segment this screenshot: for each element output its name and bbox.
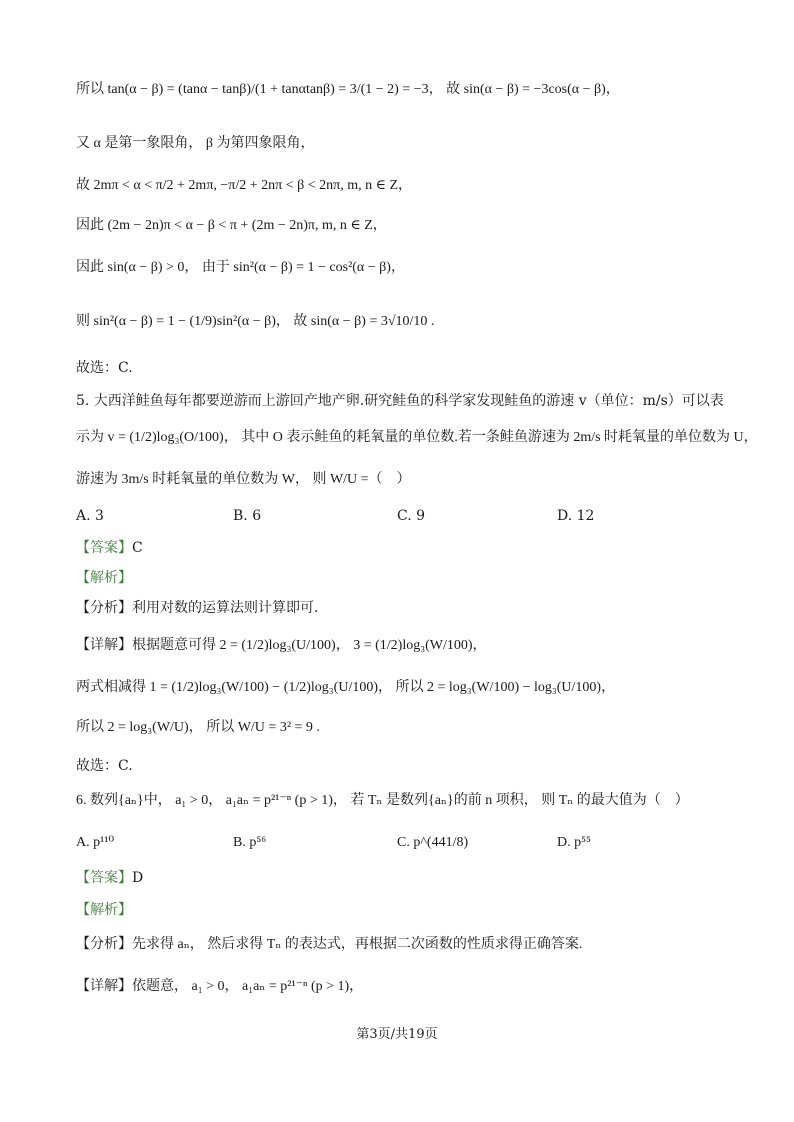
q6-xiangjie-tag: 【详解】 (76, 979, 132, 994)
q6-fenxi-tag: 【分析】 (76, 937, 132, 952)
q6-xiangjie-text: 依题意， a₁ > 0， a₁aₙ = p²¹⁻ⁿ (p > 1)， (132, 979, 364, 994)
q6-stem: 6. 数列{aₙ}中， a₁ > 0， a₁aₙ = p²¹⁻ⁿ (p > 1)， 若 Tₙ 是数列{aₙ}的前 n 项积， 则 Tₙ 的最大值为（ ） (76, 793, 689, 808)
q6-option-d: D. p⁵⁵ (557, 835, 591, 850)
q5-answer-value: C (132, 540, 143, 556)
text-line-4: 因此 (2m − 2n)π < α − β < π + (2m − 2n)π, m, n ∈ Z， (76, 218, 387, 233)
q5-stem-line-3: 游速为 3m/s 时耗氧量的单位数为 W， 则 W/U =（ ） (76, 472, 411, 487)
q5-analysis-tag: 【解析】 (76, 570, 132, 586)
q5-fenxi-tag: 【分析】 (76, 600, 132, 616)
q5-answer-row (76, 538, 143, 558)
q5-xiangjie-tag: 【详解】 (76, 638, 132, 653)
q5-option-d: D. 12 (557, 508, 595, 524)
q6-fenxi-row (76, 935, 582, 955)
text-line-3: 故 2mπ < α < π/2 + 2mπ, −π/2 + 2nπ < β < 2nπ, m, n ∈ Z， (76, 178, 412, 193)
text-line-5: 因此 sin(α − β) > 0， 由于 sin²(α − β) = 1 − cos²(α − β)， (76, 260, 405, 275)
q5-xiangjie-line-3: 所以 2 = log₃(W/U)， 所以 W/U = 3² = 9 . (76, 720, 320, 735)
q5-analysis-row (76, 568, 132, 588)
q5-fenxi-text: 利用对数的运算法则计算即可. (132, 600, 319, 616)
q5-stem-line-1: 5. 大西洋鲑鱼每年都要逆游而上游回产地产卵.研究鲑鱼的科学家发现鲑鱼的游速 v（单位：m/s）可以表 (76, 393, 724, 409)
text-line-7: 故选：C. (76, 360, 133, 376)
page-footer: 第3页/共19页 (356, 1027, 438, 1042)
q5-xiangjie-line-2: 两式相减得 1 = (1/2)log₃(W/100) − (1/2)log₃(U/100)， 所以 2 = log₃(W/100) − log₃(U/100)， (76, 680, 616, 695)
text-line-1: 所以 tan(α − β) = (tanα − tanβ)/(1 + tanαtanβ) = 3/(1 − 2) = −3， 故 sin(α − β) = −3cos(α − β)， (76, 82, 620, 97)
q6-analysis-row (76, 900, 132, 920)
q5-stem-line-2: 示为 v = (1/2)log₃(O/100)， 其中 O 表示鲑鱼的耗氧量的单位数.若一条鲑鱼游速为 2m/s 时耗氧量的单位数为 U， (76, 430, 758, 445)
q5-answer-tag: 【答案】 (76, 540, 132, 556)
q6-xiangjie-row (76, 977, 363, 997)
q5-xiangjie-row-1 (76, 636, 487, 656)
q5-xiangjie-line-1: 根据题意可得 2 = (1/2)log₃(U/100)， 3 = (1/2)log₃(W/100)， (132, 638, 487, 653)
q6-option-c: C. p^(441/8) (397, 835, 469, 850)
q6-answer-value: D (132, 870, 144, 886)
q6-option-a: A. p¹¹⁰ (76, 835, 115, 850)
q5-fenxi-row (76, 598, 318, 618)
q5-option-a: A. 3 (76, 508, 104, 524)
q5-option-c: C. 9 (397, 508, 426, 524)
text-line-6: 则 sin²(α − β) = 1 − (1/9)sin²(α − β)， 故 sin(α − β) = 3√10/10 . (76, 314, 435, 329)
q6-answer-row (76, 868, 143, 888)
q6-fenxi-text: 先求得 aₙ， 然后求得 Tₙ 的表达式，再根据二次函数的性质求得正确答案. (132, 937, 583, 952)
q6-answer-tag: 【答案】 (76, 870, 132, 886)
text-line-2: 又 α 是第一象限角， β 为第四象限角， (76, 136, 315, 151)
q6-option-b: B. p⁵⁶ (233, 835, 267, 850)
q5-option-b: B. 6 (233, 508, 262, 524)
q5-xiangjie-line-4: 故选：C. (76, 758, 133, 774)
q6-analysis-tag: 【解析】 (76, 902, 132, 918)
